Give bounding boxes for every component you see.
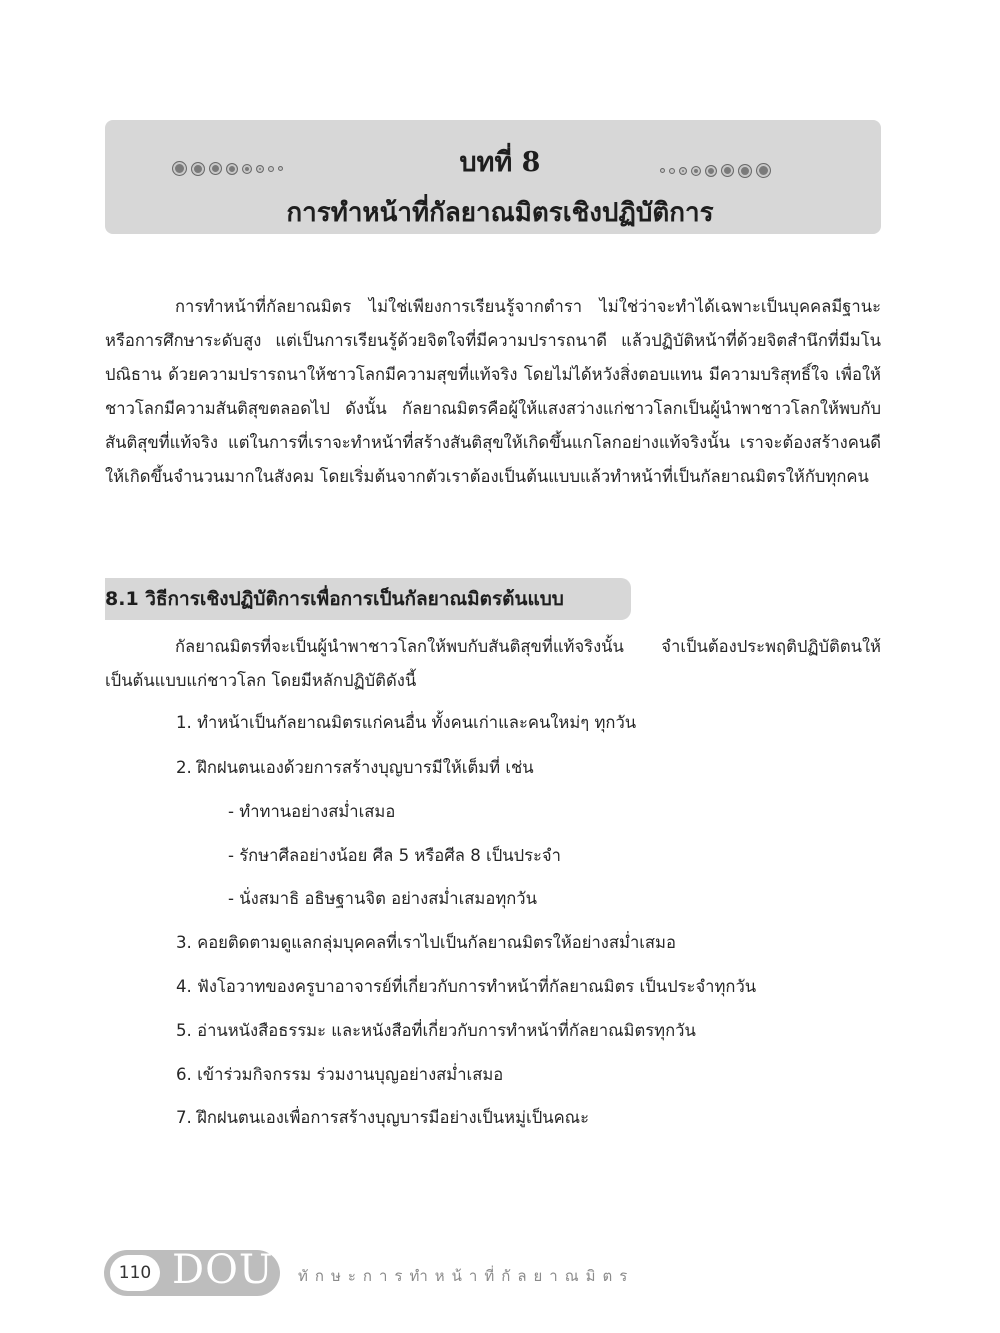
section-intro-text: กัลยาณมิตรที่จะเป็นผู้นำพาชาวโลกให้พบกับสันติสุขที่แท้จริงนั้น จำเป็นต้องประพฤติปฏิบัติตนให้เป็นต้นแบบแก่ชาวโลก โดยมีหลักปฏิบัติดังนี้ bbox=[105, 637, 881, 690]
section-intro-paragraph bbox=[105, 630, 881, 698]
intro-paragraph-text: การทำหน้าที่กัลยาณมิตร ไม่ใช่เพียงการเรียนรู้จากตำรา ไม่ใช่ว่าจะทำได้เฉพาะเป็นบุคคลมีฐานะหรือการศึกษาระดับสูง แต่เป็นการเรียนรู้ด้วยจิตใจที่มีความปรารถนาดี แล้วปฏิบัติหน้าที่ด้วยจิตสำนึกที่มีมโนปณิธาน ด้วยความปรารถนาให้ชาวโลกมีความสุขที่แท้จริง โดยไม่ได้หวังสิ่งตอบแทน มีความบริสุทธิ์ใจ เพื่อให้ชาวโลกมีความสันติสุขตลอดไป ดังนั้น กัลยาณมิตรคือผู้ให้แสงสว่างแก่ชาวโลกเป็นผู้นำพาชาวโลกให้พบกับสันติสุขที่แท้จริง แต่ในการที่เราจะทำหน้าที่สร้างสันติสุขให้เกิดขึ้นแกโลกอย่างแท้จริงนั้น เราจะต้องสร้างคนดีให้เกิดขึ้นจำนวนมากในสังคม โดยเริ่มต้นจากตัวเราต้องเป็นต้นแบบแล้วทำหน้าที่เป็นกัลยาณมิตรให้กับทุกคน bbox=[105, 297, 881, 486]
list-item: 7. ฝึกฝนตนเองเพื่อการสร้างบุญบารมีอย่างเป็นหมู่เป็นคณะ bbox=[176, 1108, 589, 1127]
list-item: 2. ฝึกฝนตนเองด้วยการสร้างบุญบารมีให้เต็มที่ เช่น bbox=[176, 758, 534, 777]
dou-logo: DOU bbox=[172, 1247, 274, 1293]
list-item: 6. เข้าร่วมกิจกรรม ร่วมงานบุญอย่างสม่ำเสมอ bbox=[176, 1065, 504, 1084]
section-heading: 8.1 วิธีการเชิงปฏิบัติการเพื่อการเป็นกัลยาณมิตรต้นแบบ bbox=[105, 588, 564, 610]
chapter-number: บทที่ 8 bbox=[459, 147, 541, 178]
intro-paragraph bbox=[105, 290, 881, 494]
list-item: 3. คอยติดตามดูแลกลุ่มบุคคลที่เราไปเป็นกัลยาณมิตรให้อย่างสม่ำเสมอ bbox=[176, 933, 676, 952]
list-item: 1. ทำหน้าเป็นกัลยาณมิตรแก่คนอื่น ทั้งคนเก่าและคนใหม่ๆ ทุกวัน bbox=[176, 713, 637, 732]
chapter-title: การทำหน้าที่กัลยาณมิตรเชิงปฏิบัติการ bbox=[286, 198, 714, 228]
sub-list-item: - รักษาศีลอย่างน้อย ศีล 5 หรือศีล 8 เป็นประจำ bbox=[228, 846, 561, 865]
sub-list-item: - ทำทานอย่างสม่ำเสมอ bbox=[228, 802, 396, 821]
list-item: 4. ฟังโอวาทของครูบาอาจารย์ที่เกี่ยวกับการทำหน้าที่กัลยาณมิตร เป็นประจำทุกวัน bbox=[176, 977, 757, 996]
sub-list-item: - นั่งสมาธิ อธิษฐานจิต อย่างสม่ำเสมอทุกวัน bbox=[228, 889, 537, 908]
running-title: ทักษะการทำหน้าที่กัลยาณมิตร bbox=[298, 1267, 635, 1285]
page-number: 110 bbox=[110, 1255, 160, 1291]
list-item: 5. อ่านหนังสือธรรมะ และหนังสือที่เกี่ยวกับการทำหน้าที่กัลยาณมิตรทุกวัน bbox=[176, 1021, 696, 1040]
